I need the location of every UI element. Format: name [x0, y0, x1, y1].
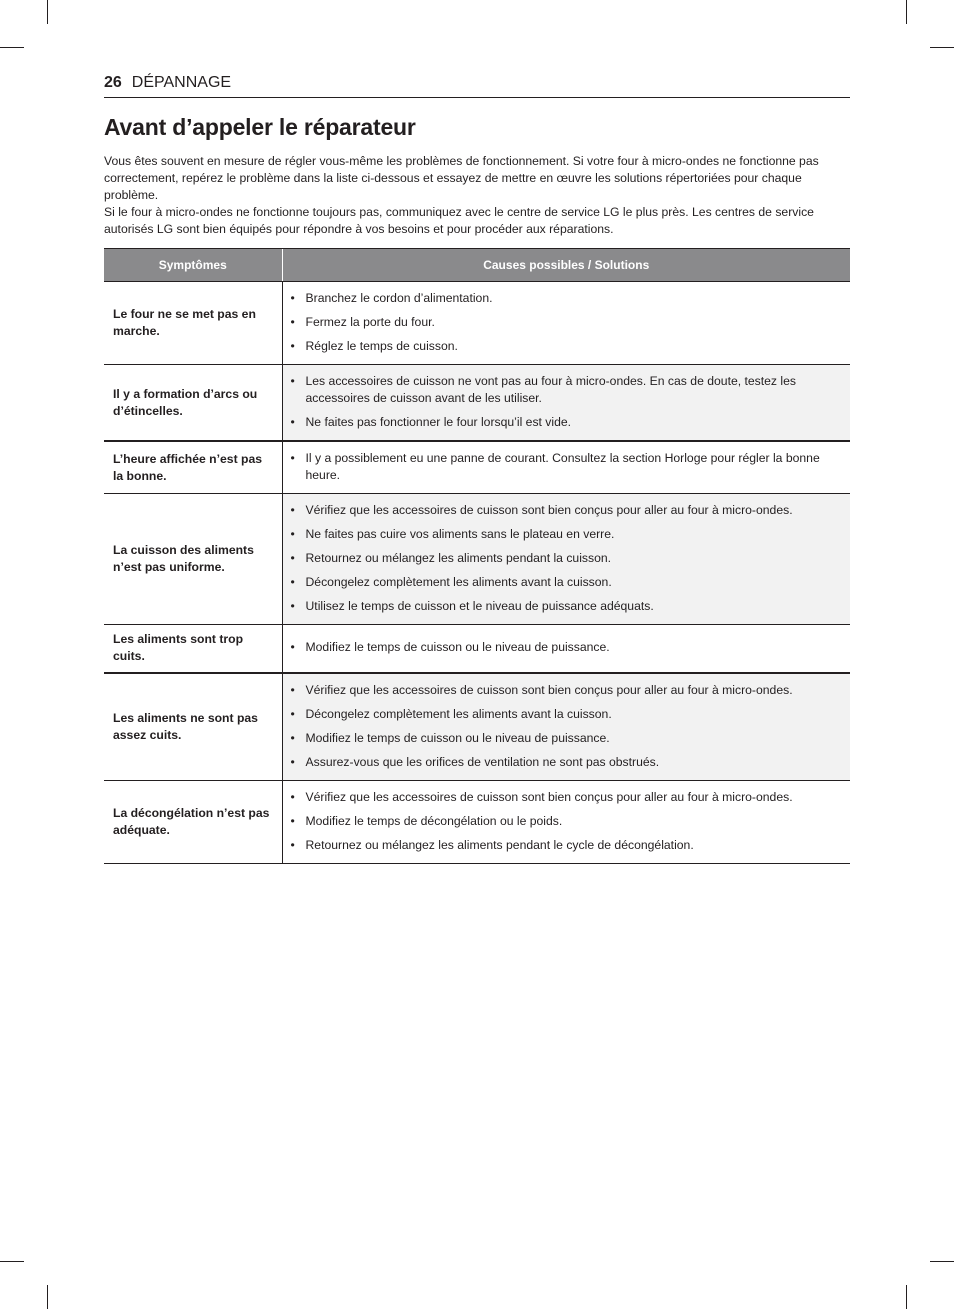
crop-mark [906, 0, 907, 24]
solutions-cell [282, 282, 850, 365]
solution-item: • Modifiez le temps de cuisson ou le niveau de puissance. [291, 730, 831, 747]
solutions-list [283, 442, 851, 493]
intro-paragraph: Vous êtes souvent en mesure de régler vous-même les problèmes de fonctionnement. Si votre four à micro-ondes ne fonctionne pas correctement, repérez le problème dans la liste ci-dessous et essayez de mettre en œuvre les solutions répertoriées pour chaque problème. [104, 154, 819, 202]
crop-mark [0, 1261, 24, 1262]
symptom-cell: Il y a formation d’arcs ou d’étincelles. [104, 365, 282, 442]
solutions-list [283, 631, 851, 665]
solution-item: • Décongelez complètement les aliments avant la cuisson. [291, 574, 831, 591]
solutions-cell [282, 494, 850, 625]
intro-text [104, 153, 852, 238]
symptom-cell: Les aliments ne sont pas assez cuits. [104, 673, 282, 781]
solutions-list [283, 365, 851, 440]
table-row [104, 625, 850, 673]
troubleshooting-table [104, 248, 850, 864]
crop-mark [930, 47, 954, 48]
solution-item: • Branchez le cordon d’alimentation. [291, 290, 831, 307]
table-row [104, 441, 850, 494]
symptom-cell: Le four ne se met pas en marche. [104, 282, 282, 365]
solution-item: • Vérifiez que les accessoires de cuisson sont bien conçus pour aller au four à micro-ondes. [291, 789, 831, 806]
page-header [104, 72, 850, 98]
solution-item: • Ne faites pas fonctionner le four lorsqu’il est vide. [291, 414, 831, 431]
column-header-symptoms: Symptômes [104, 249, 282, 282]
table-row [104, 673, 850, 781]
symptom-cell: La décongélation n’est pas adéquate. [104, 780, 282, 863]
column-header-solutions: Causes possibles / Solutions [282, 249, 850, 282]
symptom-cell: La cuisson des aliments n’est pas uniforme. [104, 494, 282, 625]
table-row [104, 780, 850, 863]
table-row [104, 282, 850, 365]
solution-item: • Modifiez le temps de décongélation ou le poids. [291, 813, 831, 830]
crop-mark [0, 47, 24, 48]
solution-item: • Modifiez le temps de cuisson ou le niveau de puissance. [291, 639, 831, 656]
solution-item: • Retournez ou mélangez les aliments pendant la cuisson. [291, 550, 831, 567]
solution-item: • Utilisez le temps de cuisson et le niveau de puissance adéquats. [291, 598, 831, 615]
solutions-list [283, 494, 851, 624]
solutions-cell [282, 441, 850, 494]
solutions-cell [282, 365, 850, 442]
table-row [104, 494, 850, 625]
page-number: 26 [104, 74, 122, 91]
solutions-cell [282, 673, 850, 781]
solution-item: • Réglez le temps de cuisson. [291, 338, 831, 355]
solutions-list [283, 781, 851, 863]
section-title: DÉPANNAGE [131, 74, 232, 91]
page-title: Avant d’appeler le réparateur [104, 114, 416, 140]
intro-paragraph: Si le four à micro-ondes ne fonctionne toujours pas, communiquez avec le centre de service LG le plus près. Les centres de service autorisés LG sont bien équipés pour répondre à vos besoins et pour procéder aux réparations. [104, 205, 814, 236]
solution-item: • Les accessoires de cuisson ne vont pas au four à micro-ondes. En cas de doute, testez les accessoires de cuisson avant de les utiliser. [291, 373, 831, 407]
solution-item: • Ne faites pas cuire vos aliments sans le plateau en verre. [291, 526, 831, 543]
solutions-cell [282, 780, 850, 863]
crop-mark [47, 1285, 48, 1309]
crop-mark [906, 1285, 907, 1309]
solutions-list [283, 282, 851, 364]
symptom-cell: Les aliments sont trop cuits. [104, 625, 282, 673]
solutions-list [283, 674, 851, 780]
solution-item: • Retournez ou mélangez les aliments pendant le cycle de décongélation. [291, 837, 831, 854]
solution-item: • Vérifiez que les accessoires de cuisson sont bien conçus pour aller au four à micro-ondes. [291, 682, 831, 699]
table-row [104, 365, 850, 442]
crop-mark [47, 0, 48, 24]
solution-item: • Décongelez complètement les aliments avant la cuisson. [291, 706, 831, 723]
solution-item: • Assurez-vous que les orifices de ventilation ne sont pas obstrués. [291, 754, 831, 771]
crop-mark [930, 1261, 954, 1262]
solution-item: • Fermez la porte du four. [291, 314, 831, 331]
solution-item: • Il y a possiblement eu une panne de courant. Consultez la section Horloge pour régler la bonne heure. [291, 450, 831, 484]
solution-item: • Vérifiez que les accessoires de cuisson sont bien conçus pour aller au four à micro-ondes. [291, 502, 831, 519]
symptom-cell: L’heure affichée n’est pas la bonne. [104, 441, 282, 494]
solutions-cell [282, 625, 850, 673]
table-header-row [104, 249, 850, 282]
